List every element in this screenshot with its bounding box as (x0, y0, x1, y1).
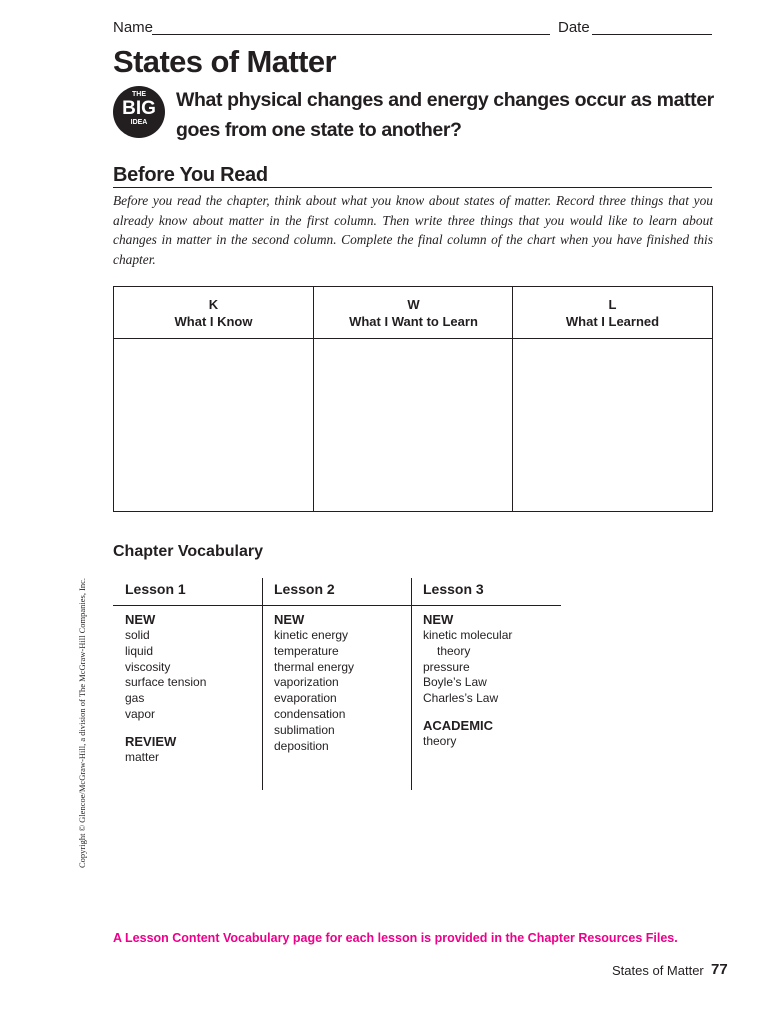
kwl-chart (113, 286, 713, 512)
term-group-label: ACADEMIC (423, 717, 494, 733)
vocabulary-header-rule (113, 605, 561, 606)
vocab-term: theory (423, 733, 457, 748)
big-idea-icon-bottom: IDEA (130, 119, 148, 126)
vocab-term: vaporization (274, 675, 339, 690)
term-group-label: NEW (125, 612, 156, 627)
kwl-answer-know[interactable] (114, 340, 313, 511)
kwl-header (513, 287, 712, 339)
resource-note: A Lesson Content Vocabulary page for each lesson is provided in the Chapter Resources Files. (113, 931, 678, 945)
vocab-term: kinetic energy (274, 628, 349, 642)
vocab-term: Boyle’s Law (423, 675, 487, 690)
page-number: 77 (711, 961, 728, 978)
kwl-header (314, 287, 513, 339)
lesson-1-heading (113, 578, 262, 605)
vocab-term: Charles’s Law (423, 691, 499, 706)
vocab-term: vapor (125, 706, 156, 721)
big-idea-icon-top: THE (132, 91, 146, 98)
term-group-academic (423, 717, 512, 750)
vocab-term: surface tension (125, 675, 207, 690)
term-group-label: REVIEW (125, 733, 177, 749)
vocabulary-title: Chapter Vocabulary (113, 543, 263, 560)
instructions-paragraph: Before you read the chapter, think about what you know about states of matter. Record three things that you already know about matter in the first column. Then write three things that you would like to learn about changes in matter in the second column. Complete the final column of the chart when you have finished this chapter. (113, 193, 713, 267)
name-field[interactable] (152, 34, 550, 35)
vocab-term: kinetic molecular (423, 628, 513, 642)
lesson-2-heading (262, 578, 411, 605)
term-group-label: NEW (274, 612, 305, 627)
vocab-term: deposition (274, 738, 329, 753)
lesson-3-heading (411, 578, 561, 605)
lesson-heading-text: Lesson 3 (423, 581, 484, 597)
vocab-term: thermal energy (274, 659, 355, 674)
vocab-term-continuation: theory (437, 643, 471, 658)
kwl-answer-want[interactable] (314, 340, 513, 511)
date-field[interactable] (592, 34, 712, 35)
vocab-term: gas (125, 691, 145, 706)
page-title: States of Matter (113, 44, 336, 79)
kwl-column-want (313, 287, 513, 511)
vocab-term: liquid (125, 643, 154, 658)
name-label: Name (113, 19, 154, 36)
lesson-1-terms (125, 611, 206, 766)
big-idea-icon (113, 86, 165, 138)
term-group-new (125, 611, 206, 723)
vocab-term: matter (125, 749, 160, 764)
kwl-header (114, 287, 313, 339)
section-rule (113, 187, 712, 188)
vocab-term: solid (125, 628, 150, 642)
kwl-answer-learned[interactable] (513, 340, 712, 511)
kwl-column-know (114, 287, 313, 511)
kwl-caption: What I Want to Learn (349, 314, 478, 329)
term-group-new (274, 611, 354, 754)
kwl-letter: K (208, 297, 219, 312)
term-group-review (125, 733, 206, 766)
section-heading: Before You Read (113, 164, 268, 186)
big-idea-icon-middle: BIG (122, 98, 156, 119)
column-divider (411, 578, 412, 790)
vocab-term: evaporation (274, 691, 337, 706)
vocab-term: viscosity (125, 659, 171, 674)
term-group-label: NEW (423, 612, 454, 627)
kwl-letter: L (608, 297, 617, 312)
vocab-term: sublimation (274, 722, 335, 737)
term-group-new (423, 611, 512, 707)
column-divider (262, 578, 263, 790)
kwl-caption: What I Know (174, 314, 253, 329)
lesson-3-terms (423, 611, 512, 750)
lesson-heading-text: Lesson 1 (125, 581, 186, 597)
vocab-term: pressure (423, 659, 470, 674)
date-label: Date (558, 19, 590, 36)
kwl-column-learned (512, 287, 712, 511)
copyright-notice: Copyright © Glencoe/McGraw-Hill, a division of The McGraw-Hill Companies, Inc. (77, 577, 87, 868)
vocab-term: temperature (274, 643, 339, 658)
lesson-heading-text: Lesson 2 (274, 581, 335, 597)
lesson-2-terms (274, 611, 354, 754)
vocab-term: condensation (274, 706, 346, 721)
kwl-letter: W (407, 297, 420, 312)
vocabulary-table (113, 578, 561, 790)
footer-chapter-title: States of Matter (612, 963, 704, 978)
kwl-caption: What I Learned (565, 314, 660, 329)
big-idea-question: What physical changes and energy changes occur as matter goes from one state to another? (176, 89, 714, 141)
